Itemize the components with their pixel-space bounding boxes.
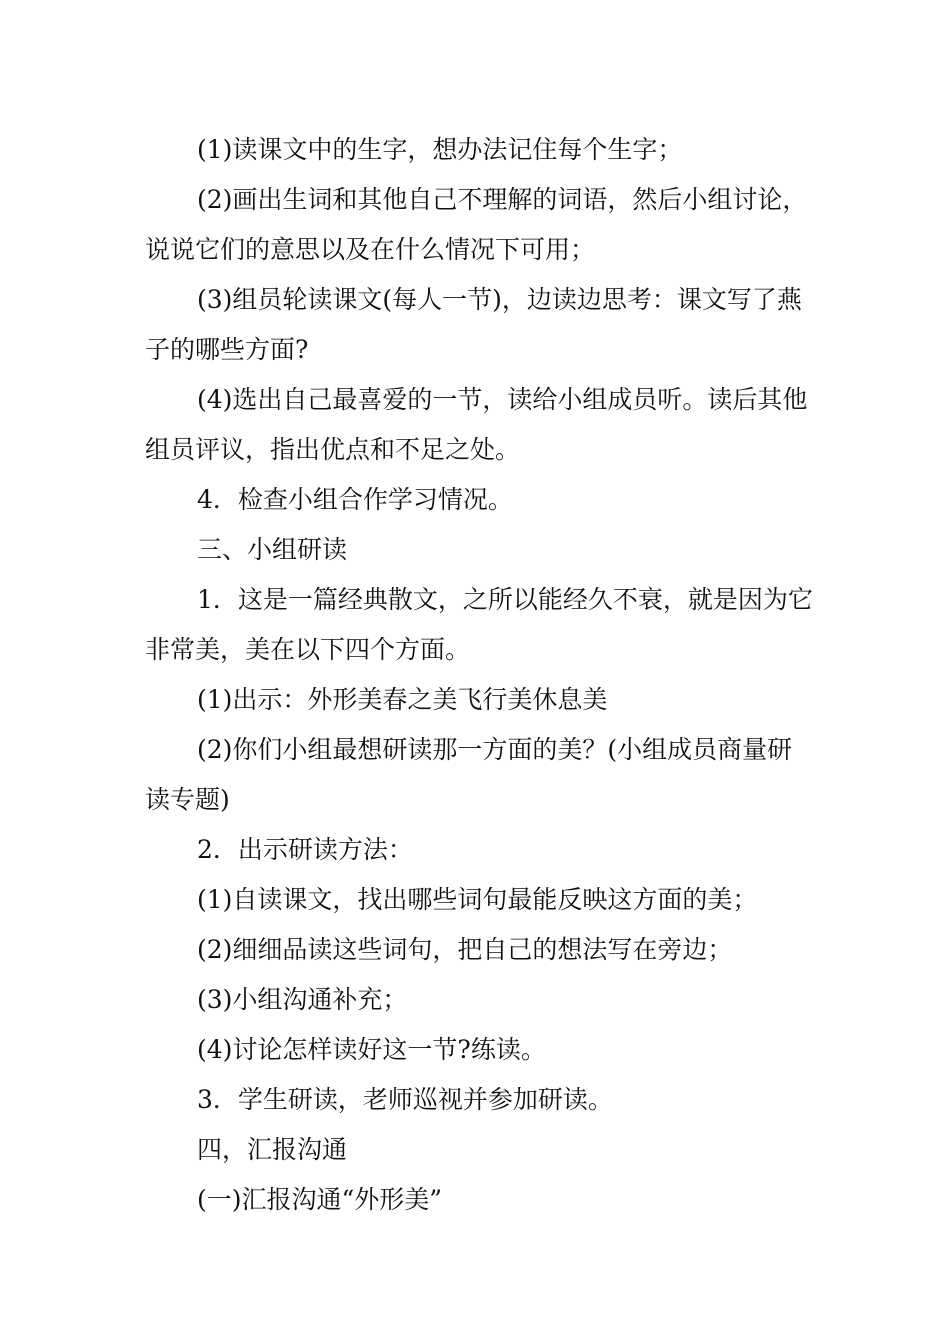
paragraph: (1)出示：外形美春之美飞行美休息美 bbox=[197, 685, 608, 714]
paragraph: (4)选出自己最喜爱的一节，读给小组成员听。读后其他组员评议，指出优点和不足之处。 bbox=[145, 385, 808, 464]
section-heading: 四，汇报沟通 bbox=[197, 1135, 348, 1164]
paragraph: (2)你们小组最想研读那一方面的美？(小组成员商量研读专题) bbox=[145, 735, 793, 814]
paragraph: 1．这是一篇经典散文，之所以能经久不衰，就是因为它非常美，美在以下四个方面。 bbox=[145, 585, 813, 664]
paragraph: (2)画出生词和其他自己不理解的词语，然后小组讨论，说说它们的意思以及在什么情况下可用； bbox=[145, 185, 808, 264]
paragraph: (4)讨论怎样读好这一节?练读。 bbox=[197, 1035, 546, 1064]
paragraph: (2)细细品读这些词句，把自己的想法写在旁边； bbox=[197, 935, 733, 964]
paragraph: (3)组员轮读课文(每人一节)，边读边思考：课文写了燕子的哪些方面? bbox=[145, 285, 802, 364]
paragraph: (1)自读课文，找出哪些词句最能反映这方面的美； bbox=[197, 885, 758, 914]
paragraph: 3．学生研读，老师巡视并参加研读。 bbox=[197, 1085, 613, 1114]
paragraph: 4．检查小组合作学习情况。 bbox=[197, 485, 513, 514]
paragraph: (3)小组沟通补充； bbox=[197, 985, 408, 1014]
subsection-heading: (一)汇报沟通“外形美” bbox=[197, 1185, 443, 1214]
paragraph: 2．出示研读方法： bbox=[197, 835, 413, 864]
section-heading: 三、小组研读 bbox=[197, 535, 348, 564]
paragraph: (1)读课文中的生字，想办法记住每个生字； bbox=[197, 135, 683, 164]
